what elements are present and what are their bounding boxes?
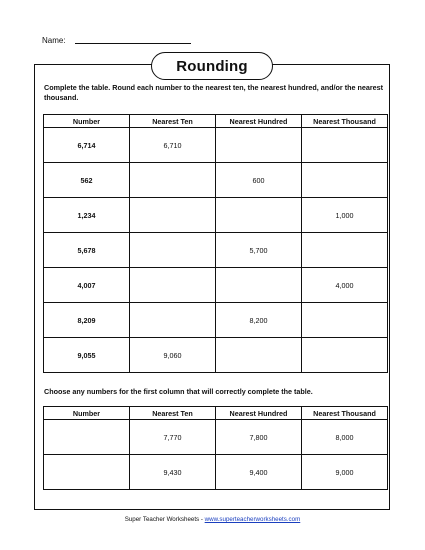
- nearest-hundred-cell[interactable]: 8,200: [216, 303, 302, 338]
- nearest-hundred-cell[interactable]: [216, 198, 302, 233]
- nearest-ten-cell[interactable]: 9,060: [130, 338, 216, 373]
- nearest-ten-cell[interactable]: [130, 233, 216, 268]
- nearest-ten-cell[interactable]: [130, 198, 216, 233]
- number-cell: 4,007: [44, 268, 130, 303]
- title-text: Rounding: [176, 57, 248, 75]
- nearest-thousand-cell[interactable]: [302, 233, 388, 268]
- choose-numbers-table: [43, 406, 388, 490]
- section1-instructions: Complete the table. Round each number to the nearest ten, the nearest hundred, and/or the nearest thousand.: [44, 83, 384, 102]
- nearest-hundred-cell: 7,800: [216, 420, 302, 455]
- column-header: Nearest Thousand: [302, 115, 388, 128]
- section2-instructions: Choose any numbers for the first column that will correctly complete the table.: [44, 387, 313, 396]
- footer-link[interactable]: www.superteacherworksheets.com: [204, 516, 301, 523]
- column-header: Nearest Ten: [130, 407, 216, 420]
- table-row: [44, 268, 388, 303]
- nearest-thousand-cell: 8,000: [302, 420, 388, 455]
- table-row: [44, 198, 388, 233]
- nearest-thousand-cell: 9,000: [302, 455, 388, 490]
- footer-separator: -: [199, 516, 205, 523]
- number-cell: 1,234: [44, 198, 130, 233]
- nearest-hundred-cell[interactable]: 600: [216, 163, 302, 198]
- nearest-ten-cell: 9,430: [130, 455, 216, 490]
- table-row: [44, 303, 388, 338]
- column-header: Nearest Ten: [130, 115, 216, 128]
- worksheet-title: [151, 52, 273, 80]
- footer-brand: Super Teacher Worksheets: [124, 516, 200, 523]
- nearest-thousand-cell[interactable]: 1,000: [302, 198, 388, 233]
- table-row: [44, 128, 388, 163]
- number-cell: 8,209: [44, 303, 130, 338]
- table-header-row: [44, 115, 388, 128]
- nearest-ten-cell: 7,770: [130, 420, 216, 455]
- nearest-thousand-cell[interactable]: [302, 128, 388, 163]
- table-row: [44, 163, 388, 198]
- nearest-thousand-cell[interactable]: [302, 303, 388, 338]
- nearest-ten-cell[interactable]: [130, 268, 216, 303]
- nearest-ten-cell[interactable]: 6,710: [130, 128, 216, 163]
- number-cell[interactable]: [44, 420, 130, 455]
- column-header: Number: [44, 407, 130, 420]
- number-cell[interactable]: [44, 455, 130, 490]
- number-cell: 562: [44, 163, 130, 198]
- table-row: [44, 420, 388, 455]
- nearest-hundred-cell[interactable]: [216, 128, 302, 163]
- number-cell: 6,714: [44, 128, 130, 163]
- number-cell: 5,678: [44, 233, 130, 268]
- nearest-hundred-cell[interactable]: 5,700: [216, 233, 302, 268]
- column-header: Nearest Hundred: [216, 115, 302, 128]
- nearest-hundred-cell[interactable]: [216, 338, 302, 373]
- column-header: Nearest Hundred: [216, 407, 302, 420]
- column-header: Number: [44, 115, 130, 128]
- table-row: [44, 455, 388, 490]
- nearest-thousand-cell[interactable]: [302, 163, 388, 198]
- nearest-hundred-cell[interactable]: [216, 268, 302, 303]
- table-header-row: [44, 407, 388, 420]
- table-row: [44, 233, 388, 268]
- nearest-hundred-cell: 9,400: [216, 455, 302, 490]
- nearest-ten-cell[interactable]: [130, 303, 216, 338]
- column-header: Nearest Thousand: [302, 407, 388, 420]
- name-label: Name:: [42, 36, 66, 45]
- number-cell: 9,055: [44, 338, 130, 373]
- nearest-ten-cell[interactable]: [130, 163, 216, 198]
- name-line[interactable]: [75, 43, 191, 44]
- footer: [0, 516, 425, 523]
- nearest-thousand-cell[interactable]: 4,000: [302, 268, 388, 303]
- table-row: [44, 338, 388, 373]
- rounding-table: [43, 114, 388, 373]
- nearest-thousand-cell[interactable]: [302, 338, 388, 373]
